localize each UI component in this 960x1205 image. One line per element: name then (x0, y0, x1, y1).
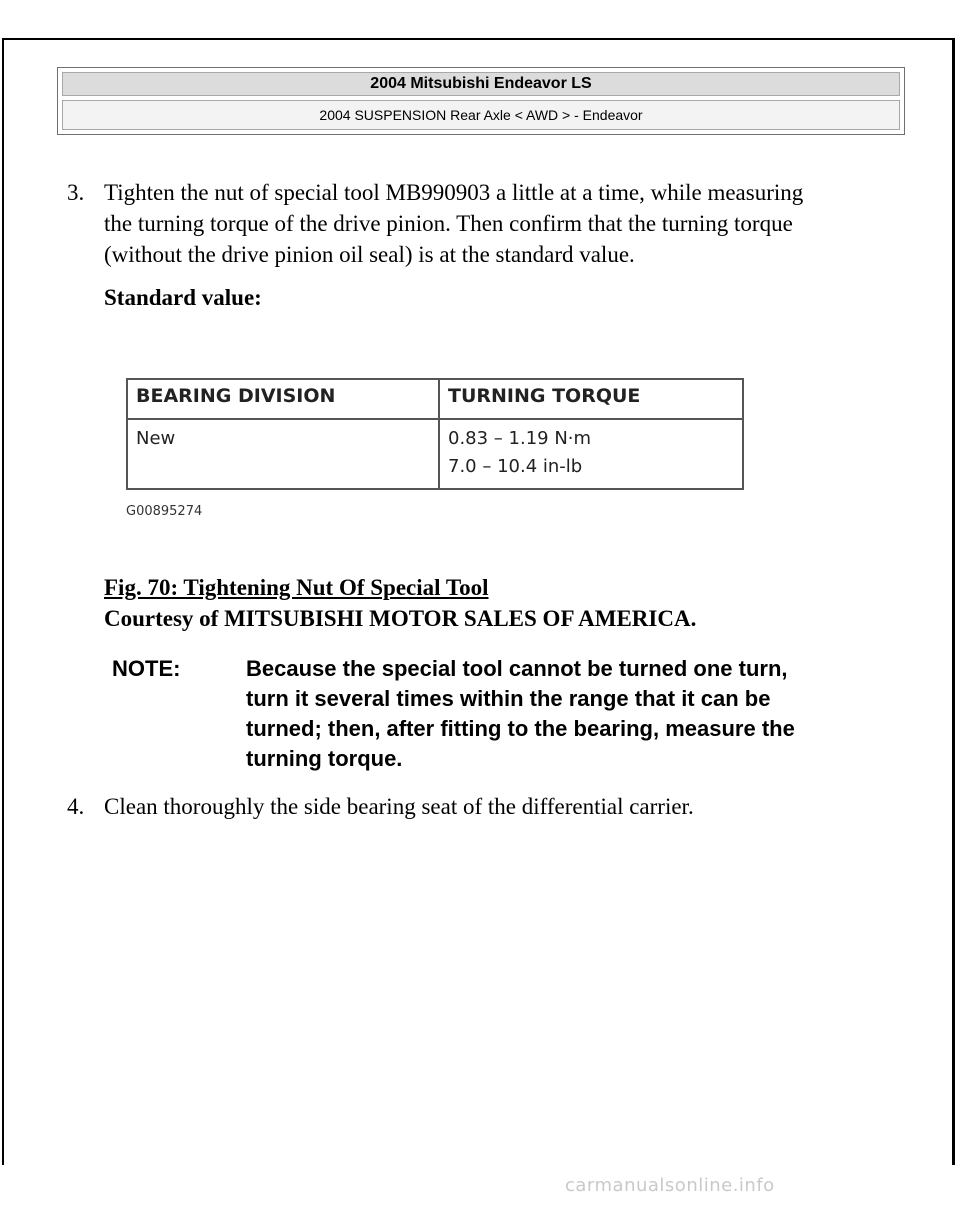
page-border-top (2, 38, 954, 40)
step-number: 4. (67, 794, 85, 819)
figure-caption-link[interactable]: Fig. 70: Tightening Nut Of Special Tool (104, 575, 489, 600)
page-footer (0, 1165, 960, 1205)
standard-value-label: Standard value: (104, 285, 262, 310)
step-number: 3. (67, 180, 85, 205)
torque-spec-figure (126, 378, 744, 490)
page-border-right (952, 38, 955, 1165)
step-4 (67, 791, 867, 825)
figure-cell-division: New (136, 428, 176, 449)
figure-column-divider (438, 380, 440, 488)
figure-cell-torque-imperial: 7.0 – 10.4 in-lb (448, 456, 583, 477)
figure-header-division: BEARING DIVISION (136, 385, 336, 407)
figure-cell-torque-metric: 0.83 – 1.19 N·m (448, 428, 592, 449)
step-line: the turning torque of the drive pinion. Then confirm that the turning torque (104, 211, 793, 236)
note-line: Because the special tool cannot be turned one turn, (246, 656, 788, 681)
step-line: Tighten the nut of special tool MB990903 a little at a time, while measuring (104, 180, 804, 205)
header-title: 2004 Mitsubishi Endeavor LS (62, 72, 900, 96)
page-border-left (2, 38, 4, 1165)
figure-caption (104, 572, 696, 634)
note-line: turned; then, after fitting to the bearing, measure the (246, 716, 795, 741)
note-line: turning torque. (246, 746, 403, 771)
note-label: NOTE: (112, 656, 181, 681)
header-subtitle: 2004 SUSPENSION Rear Axle < AWD > - Endeavor (62, 100, 900, 130)
figure-code: G00895274 (126, 504, 203, 519)
note-line: turn it several times within the range that it can be (246, 686, 771, 711)
step-line: (without the drive pinion oil seal) is at the standard value. (104, 242, 635, 267)
watermark: carmanualsonline.info (565, 1175, 775, 1196)
step-line: Clean thoroughly the side bearing seat of the differential carrier. (104, 794, 694, 819)
step-3 (67, 177, 867, 277)
figure-header-torque: TURNING TORQUE (448, 385, 641, 407)
document-header (57, 67, 905, 135)
figure-courtesy: Courtesy of MITSUBISHI MOTOR SALES OF AMERICA. (104, 606, 697, 631)
